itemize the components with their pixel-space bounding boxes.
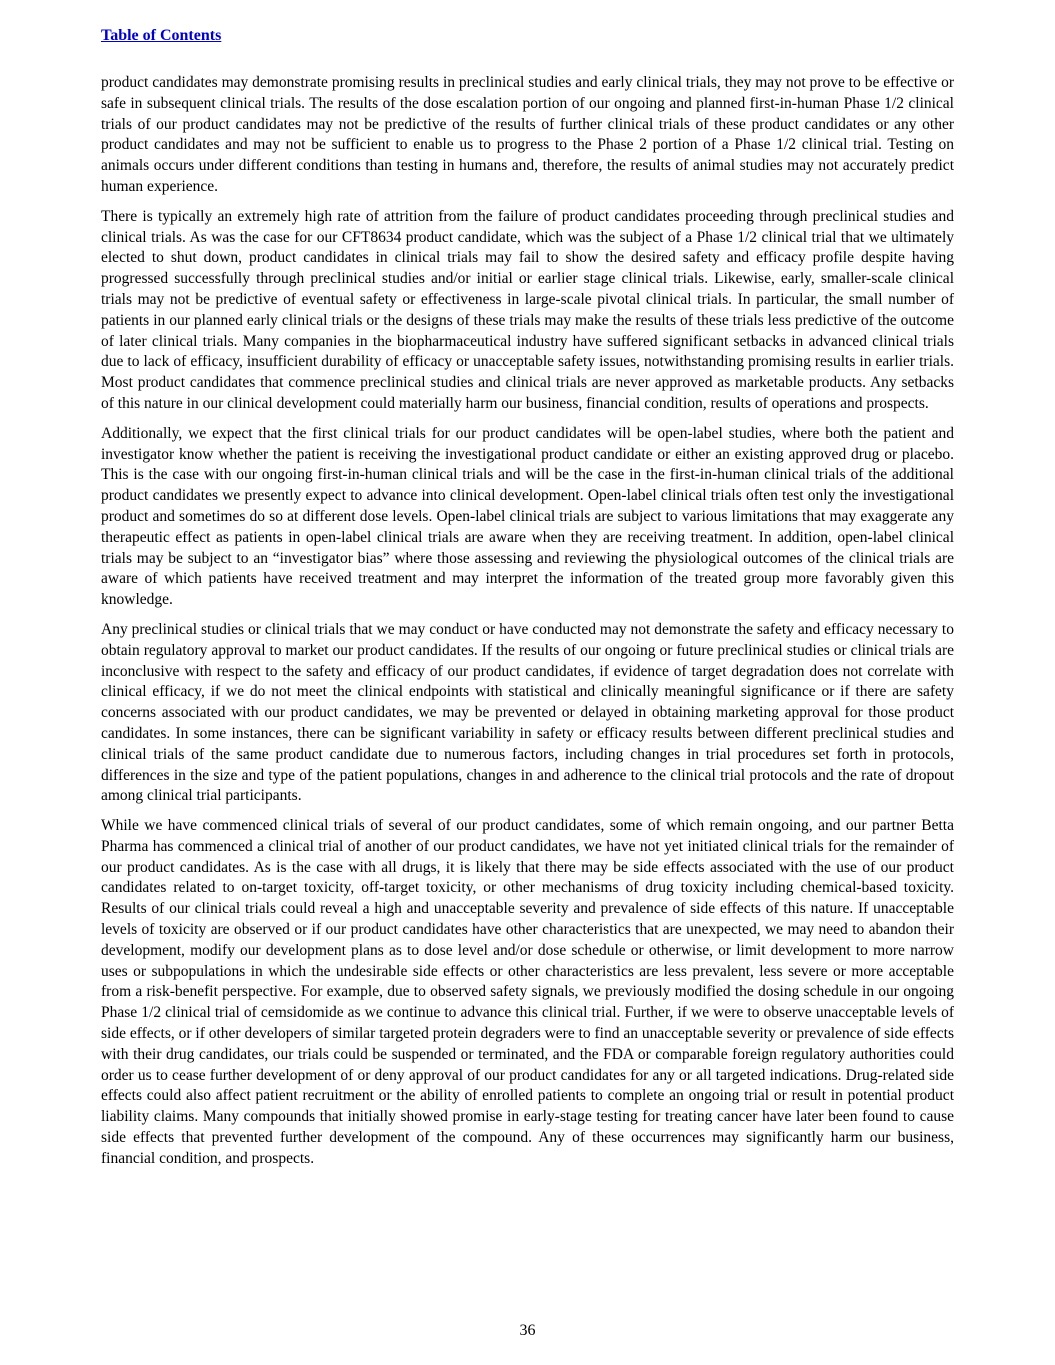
paragraph-5: While we have commenced clinical trials of several of our product candidates, some of which remain ongoing, and our partner Betta Pharma has commenced a clinical trial of another of our product candidates, we have not yet initiated clinical trials for the remainder of our product candidates. As is the case with all drugs, it is likely that there may be side effects associated with the use of our product candidates related to on-target toxicity, off-target toxicity, or other mechanisms of drug toxicity including chemical-based toxicity. Results of our clinical trials could reveal a high and unacceptable severity and prevalence of side effects of this nature. If unacceptable levels of toxicity are observed or if our product candidates have other characteristics that are unexpected, we may need to abandon their development, modify our development plans as to dose level and/or dose schedule or otherwise, or limit development to more narrow uses or subpopulations in which the undesirable side effects or other characteristics are less prevalent, less severe or more acceptable from a risk-benefit perspective. For example, due to observed safety signals, we previously modified the dosing schedule in our ongoing Phase 1/2 clinical trial of cemsidomide as we continue to advance this clinical trial. Further, if we were to observe unacceptable levels of side effects, or if other developers of similar targeted protein degraders were to find an unacceptable severity or prevalence of side effects with their drug candidates, our trials could be suspended or terminated, and the FDA or comparable foreign regulatory authorities could order us to cease further development of or deny approval of our product candidates for any or all targeted indications. Drug-related side effects could also affect patient recruitment or the ability of enrolled patients to complete an ongoing trial or result in potential product liability claims. Many compounds that initially showed promise in early-stage testing for treating cancer have later been found to cause side effects that prevented further development of the compound. Any of these occurrences may significantly harm our business, financial condition, and prospects. (101, 817, 954, 1167)
paragraph-2: There is typically an extremely high rate of attrition from the failure of product candidates proceeding through preclinical studies and clinical trials. As was the case for our CFT8634 product candidate, which was the subject of a Phase 1/2 clinical trial that we ultimately elected to shut down, product candidates in clinical trials may fail to show the desired safety and efficacy profile despite having progressed successfully through preclinical studies and/or initial or earlier stage clinical trials. Likewise, early, smaller-scale clinical trials may not be predictive of eventual safety or effectiveness in large-scale pivotal clinical trials. In particular, the small number of patients in our planned early clinical trials or the designs of these trials may make the results of these trials less predictive of the outcome of later clinical trials. Many companies in the biopharmaceutical industry have suffered significant setbacks in advanced clinical trials due to lack of efficacy, insufficient durability of efficacy or unacceptable safety issues, notwithstanding promising results in earlier trials. Most product candidates that commence preclinical studies and clinical trials are never approved as marketable products. Any setbacks of this nature in our clinical development could materially harm our business, financial condition, results of operations and prospects. (101, 207, 954, 412)
paragraph-1: product candidates may demonstrate promising results in preclinical studies and early clinical trials, they may not prove to be effective or safe in subsequent clinical trials. The results of the dose escalation portion of our ongoing and planned first-in-human Phase 1/2 clinical trials of our product candidates may not be predictive of the results of further clinical trials of these product candidates or any other product candidates and may not be sufficient to enable us to progress to the Phase 2 portion of a Phase 1/2 clinical trial. Testing on animals occurs under different conditions than testing in humans and, therefore, the results of animal studies may not accurately predict human experience. (101, 74, 954, 195)
table-of-contents-link[interactable]: Table of Contents (101, 27, 222, 44)
document-body (101, 73, 954, 1179)
paragraph-3: Additionally, we expect that the first clinical trials for our product candidates will be open-label studies, where both the patient and investigator know whether the patient is receiving the investigational product candidate or either an existing approved drug or placebo. This is the case with our ongoing first-in-human clinical trials and will be the case in the first-in-human clinical trials of the additional product candidates we presently expect to advance into clinical development. Open-label clinical trials often test only the investigational product and sometimes do so at different dose levels. Open-label clinical trials are subject to various limitations that may exaggerate any therapeutic effect as patients in open-label clinical trials are aware when they are receiving treatment. In addition, open-label clinical trials may be subject to an “investigator bias” where those assessing and reviewing the physiological outcomes of the clinical trials are aware of which patients have received treatment and may interpret the information of the treated group more favorably given this knowledge. (101, 424, 954, 609)
paragraph-4: Any preclinical studies or clinical trials that we may conduct or have conducted may not demonstrate the safety and efficacy necessary to obtain regulatory approval to market our product candidates. If the results of our ongoing or future preclinical studies or clinical trials are inconclusive with respect to the safety and efficacy of our product candidates, if evidence of target degradation does not correlate with clinical efficacy, if we do not meet the clinical endpoints with statistical and clinically meaningful significance or if there are safety concerns associated with our product candidates, we may be prevented or delayed in obtaining marketing approval for those product candidates. In some instances, there can be significant variability in safety or efficacy results between different preclinical studies and clinical trials of the same product candidate due to numerous factors, including changes in trial procedures set forth in protocols, differences in the size and type of the patient populations, changes in and adherence to the clinical trial protocols and the rate of dropout among clinical trial participants. (101, 620, 954, 805)
page-number: 36 (519, 1322, 536, 1339)
